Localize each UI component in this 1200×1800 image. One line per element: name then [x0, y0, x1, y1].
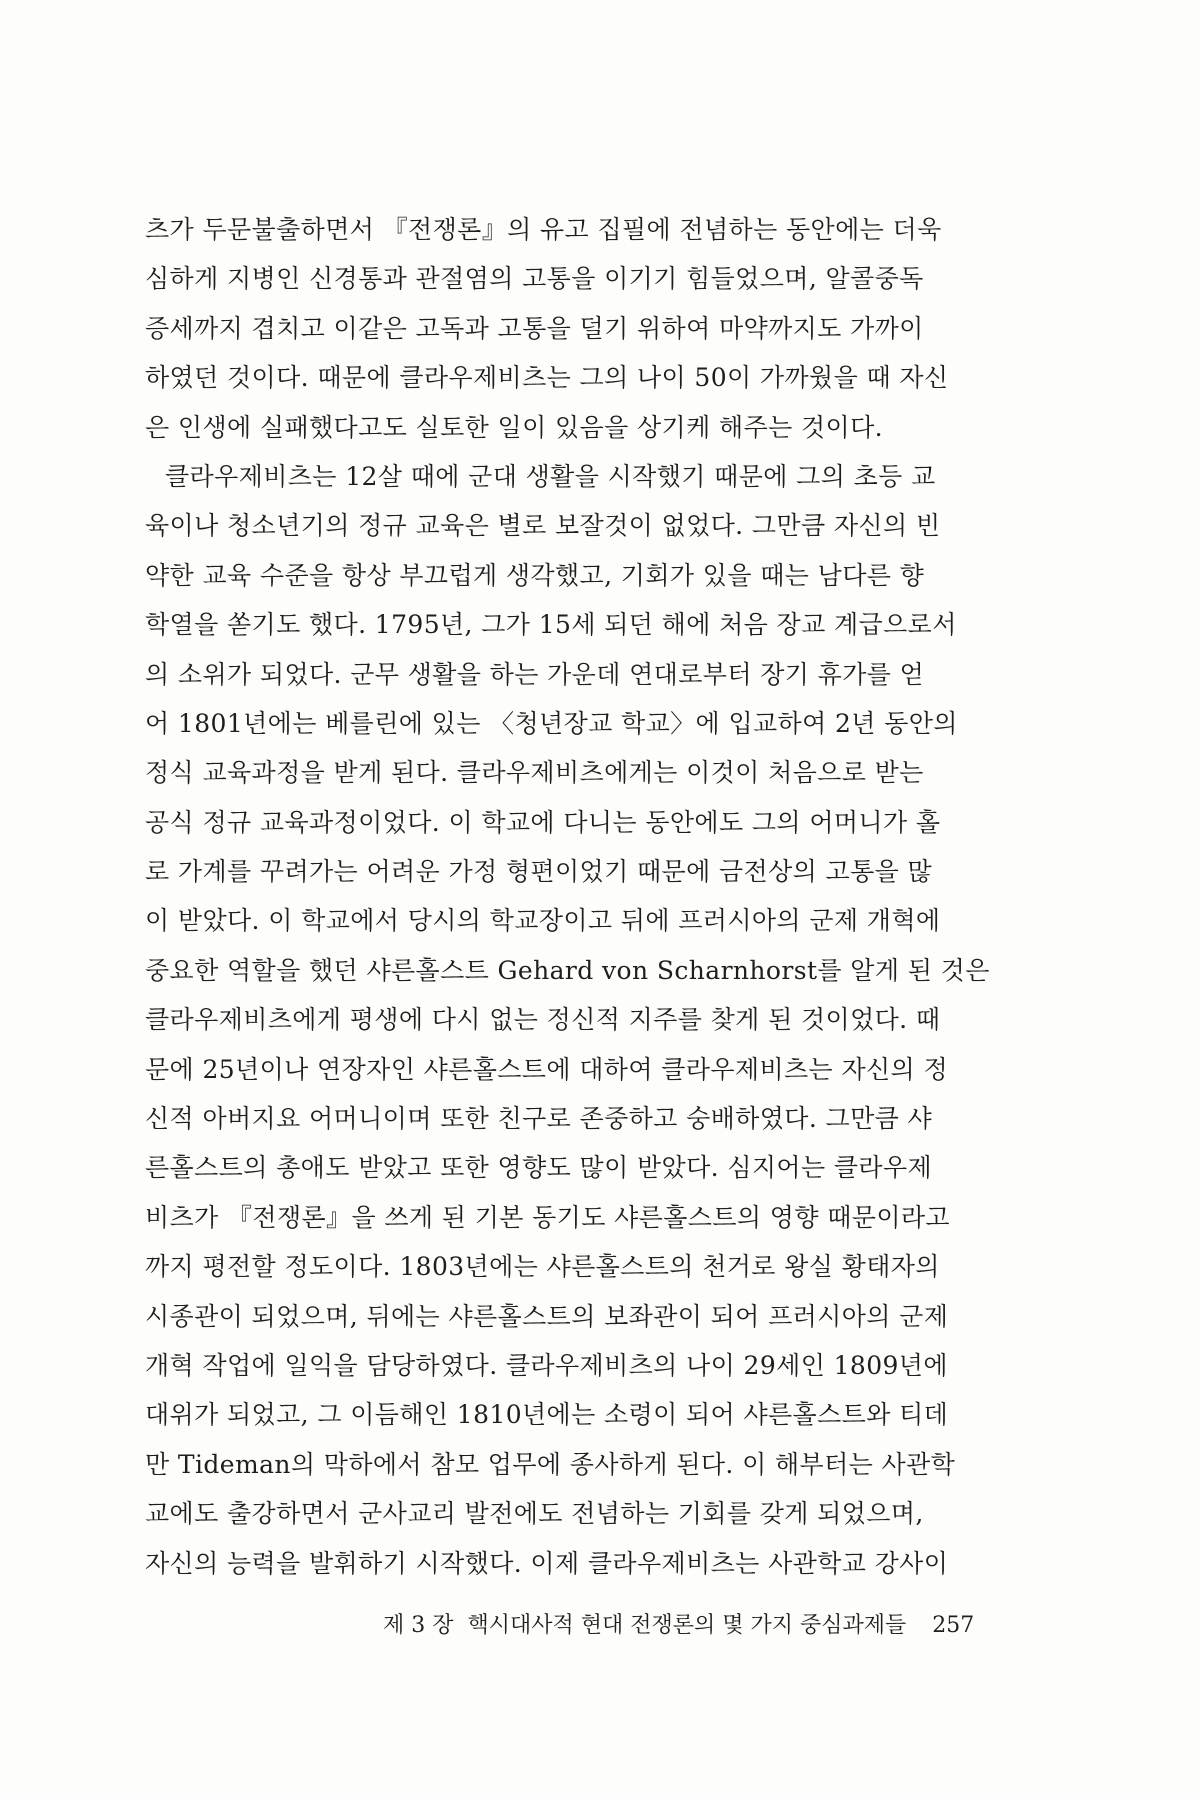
paragraph-start-line: 클라우제비츠는 12살 때에 군대 생활을 시작했기 때문에 그의 초등 교: [165, 461, 936, 491]
text-line: 른홀스트의 총애도 받았고 또한 영향도 많이 받았다. 심지어는 클라우제: [145, 1153, 933, 1183]
body-text: [145, 205, 1035, 1588]
running-footer-chapter-title: 제 3 장 핵시대사적 현대 전쟁론의 몇 가지 중심과제들: [382, 1613, 907, 1638]
text-line: 개혁 작업에 일익을 담당하였다. 클라우제비츠의 나이 29세인 1809년에: [145, 1350, 948, 1380]
text-line: 증세까지 겹치고 이같은 고독과 고통을 덜기 위하여 마약까지도 가까이: [145, 313, 924, 343]
text-line: 약한 교육 수준을 항상 부끄럽게 생각했고, 기회가 있을 때는 남다른 향: [145, 560, 925, 590]
text-line: 중요한 역할을 했던 샤른홀스트 Gehard von Scharnhorst를 알게 된 것은: [145, 955, 990, 985]
text-line: 의 소위가 되었다. 군무 생활을 하는 가운데 연대로부터 장기 휴가를 얻: [145, 659, 925, 689]
text-line: 학열을 쏟기도 했다. 1795년, 그가 15세 되던 해에 처음 장교 계급으로서: [145, 610, 957, 640]
text-line: 이 받았다. 이 학교에서 당시의 학교장이고 뒤에 프러시아의 군제 개혁에: [145, 906, 941, 936]
text-line: 정식 교육과정을 받게 된다. 클라우제비츠에게는 이것이 처음으로 받는: [145, 758, 924, 788]
text-line: 신적 아버지요 어머니이며 또한 친구로 존중하고 숭배하였다. 그만큼 샤: [145, 1104, 933, 1134]
text-line: 로 가계를 꾸려가는 어려운 가정 형편이었기 때문에 금전상의 고통을 많: [145, 857, 933, 887]
text-line: 자신의 능력을 발휘하기 시작했다. 이제 클라우제비츠는 사관학교 강사이: [145, 1548, 949, 1578]
text-line: 문에 25년이나 연장자인 샤른홀스트에 대하여 클라우제비츠는 자신의 정: [145, 1054, 948, 1084]
text-line: 츠가 두문불출하면서 『전쟁론』의 유고 집필에 전념하는 동안에는 더욱: [145, 215, 942, 244]
text-line: 까지 평전할 정도이다. 1803년에는 샤른홀스트의 천거로 왕실 황태자의: [145, 1252, 940, 1282]
text-line: 교에도 출강하면서 군사교리 발전에도 전념하는 기회를 갖게 되었으며,: [145, 1499, 924, 1529]
page-footer: [355, 1583, 1035, 1664]
text-line: 클라우제비츠에게 평생에 다시 없는 정신적 지주를 찾게 된 것이었다. 때: [145, 1005, 941, 1035]
text-line: 비츠가 『전쟁론』을 쓰게 된 기본 동기도 샤른홀스트의 영향 때문이라고: [145, 1202, 950, 1232]
text-line: 만 Tideman의 막하에서 참모 업무에 종사하게 된다. 이 해부터는 사관학: [145, 1449, 956, 1479]
text-line: 어 1801년에는 베를린에 있는 〈청년장교 학교〉에 입교하여 2년 동안의: [145, 708, 958, 738]
text-line: 대위가 되었고, 그 이듬해인 1810년에는 소령이 되어 샤른홀스트와 티데: [145, 1400, 949, 1430]
text-line: 시종관이 되었으며, 뒤에는 샤른홀스트의 보좌관이 되어 프러시아의 군제: [145, 1301, 949, 1331]
text-line: 하였던 것이다. 때문에 클라우제비츠는 그의 나이 50이 가까웠을 때 자신: [145, 363, 949, 393]
page-number: 257: [932, 1613, 975, 1638]
text-line: 육이나 청소년기의 정규 교육은 별로 보잘것이 없었다. 그만큼 자신의 빈: [145, 511, 941, 541]
text-line: 은 인생에 실패했다고도 실토한 일이 있음을 상기케 해주는 것이다.: [145, 412, 883, 442]
text-line: 심하게 지병인 신경통과 관절염의 고통을 이기기 힘들었으며, 알콜중독: [145, 264, 924, 294]
text-line: 공식 정규 교육과정이었다. 이 학교에 다니는 동안에도 그의 어머니가 홀: [145, 807, 941, 837]
